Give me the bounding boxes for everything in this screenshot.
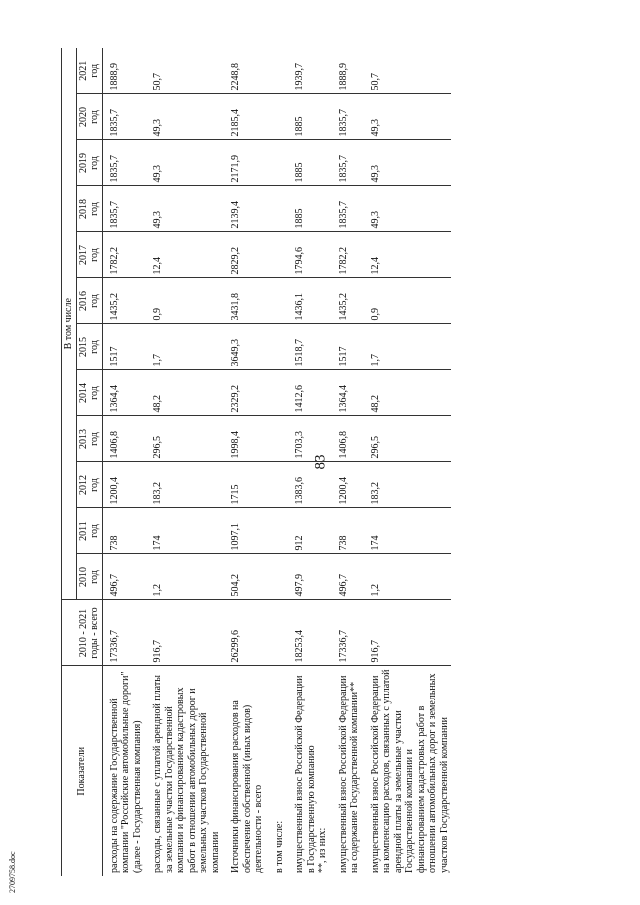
year-value-cell: 1888,9 xyxy=(102,48,144,94)
year-value-cell: 1200,4 xyxy=(102,462,144,508)
header-year-2011 xyxy=(76,508,102,554)
year-value-cell: 1885 xyxy=(286,186,330,232)
row-label: расходы, связанные с уплатой арендной платы за земельные участки Государственной компании и финансированием кадастровых работ в отношении автомобильных дорог и земельных участков Государственной компании xyxy=(152,675,221,873)
row-label-cell xyxy=(330,666,362,876)
year-value-cell: 3649,3 xyxy=(222,324,266,370)
year-value-cell: 1406,8 xyxy=(330,416,362,462)
table-header xyxy=(62,48,103,876)
header-year-number: 2016 xyxy=(77,291,89,311)
header-year-number: 2014 xyxy=(77,383,89,403)
year-value-cell: 1835,7 xyxy=(102,94,144,140)
table-row xyxy=(330,48,362,876)
year-value-cell: 49,3 xyxy=(362,94,452,140)
year-value-cell: 1518,7 xyxy=(286,324,330,370)
year-value-cell xyxy=(266,232,287,278)
year-value-cell: 1364,4 xyxy=(330,370,362,416)
document-filename: 2709758.doc xyxy=(8,851,17,893)
year-value-cell: 183,2 xyxy=(362,462,452,508)
year-value-cell xyxy=(266,140,287,186)
header-year-2015 xyxy=(76,324,102,370)
header-indicator: Показатели xyxy=(62,666,103,876)
year-value-cell: 48,2 xyxy=(144,370,222,416)
financing-table xyxy=(61,48,451,876)
table-row xyxy=(286,48,330,876)
table-row xyxy=(362,48,452,876)
year-value-cell: 504,2 xyxy=(222,554,266,600)
year-value-cell: 50,7 xyxy=(144,48,222,94)
year-value-cell: 1885 xyxy=(286,94,330,140)
year-value-cell: 1517 xyxy=(330,324,362,370)
year-value-cell: 1097,1 xyxy=(222,508,266,554)
year-value-cell xyxy=(266,48,287,94)
year-value-cell xyxy=(266,324,287,370)
header-year-number: 2020 xyxy=(77,107,89,127)
year-value-cell: 1835,7 xyxy=(330,94,362,140)
year-value-cell xyxy=(266,554,287,600)
header-year-2010 xyxy=(76,554,102,600)
header-year-word: год xyxy=(89,340,100,354)
year-value-cell: 1703,3 xyxy=(286,416,330,462)
header-year-word: год xyxy=(89,248,100,262)
row-label: имущественный взнос Российской Федерации на компенсацию расходов, связанных с уплатой арендной платы за земельные участки Государственной компании и финансированием кадастровых работ в отношении автомобильных дорог и земельных участков Государственной компании xyxy=(369,669,450,873)
year-value-cell: 12,4 xyxy=(362,232,452,278)
year-value-cell: 1835,7 xyxy=(330,186,362,232)
year-value-cell: 1435,2 xyxy=(330,278,362,324)
table-row xyxy=(102,48,144,876)
row-label: имущественный взнос Российской Федерации в Государственную компанию xyxy=(294,675,317,873)
year-value-cell xyxy=(266,370,287,416)
year-value-cell: 0,9 xyxy=(144,278,222,324)
header-year-number: 2018 xyxy=(77,199,89,219)
year-value-cell: 296,5 xyxy=(144,416,222,462)
year-value-cell: 49,3 xyxy=(362,186,452,232)
year-value-cell: 1782,2 xyxy=(330,232,362,278)
row-label-cell xyxy=(144,666,222,876)
year-value-cell: 1,2 xyxy=(362,554,452,600)
year-value-cell: 738 xyxy=(102,508,144,554)
year-value-cell: 49,3 xyxy=(144,94,222,140)
header-year-number: 2015 xyxy=(77,337,89,357)
header-year-number: 2011 xyxy=(77,521,89,541)
total-value-cell: 26299,6 xyxy=(222,600,266,666)
year-value-cell: 49,3 xyxy=(362,140,452,186)
table-body xyxy=(102,48,451,876)
total-value-cell: 916,7 xyxy=(144,600,222,666)
year-value-cell: 49,3 xyxy=(144,186,222,232)
year-value-cell: 296,5 xyxy=(362,416,452,462)
year-value-cell: 912 xyxy=(286,508,330,554)
total-value-cell xyxy=(266,600,287,666)
header-in-total: В том числе xyxy=(62,48,77,600)
year-value-cell: 1200,4 xyxy=(330,462,362,508)
year-value-cell: 1794,6 xyxy=(286,232,330,278)
header-year-number: 2013 xyxy=(77,429,89,449)
year-value-cell: 1715 xyxy=(222,462,266,508)
header-year-2014 xyxy=(76,370,102,416)
year-value-cell: 1406,8 xyxy=(102,416,144,462)
year-value-cell: 1885 xyxy=(286,140,330,186)
year-value-cell: 497,9 xyxy=(286,554,330,600)
total-value-cell: 17336,7 xyxy=(330,600,362,666)
year-value-cell: 1939,7 xyxy=(286,48,330,94)
year-value-cell xyxy=(266,416,287,462)
total-value-cell: 17336,7 xyxy=(102,600,144,666)
header-total: 2010 - 2021 годы - всего xyxy=(62,600,103,666)
year-value-cell: 1436,1 xyxy=(286,278,330,324)
header-year-2021 xyxy=(76,48,102,94)
row-label-cell xyxy=(286,666,330,876)
row-label-cell xyxy=(102,666,144,876)
year-value-cell: 3431,8 xyxy=(222,278,266,324)
year-value-cell xyxy=(266,94,287,140)
year-value-cell: 496,7 xyxy=(102,554,144,600)
table-row xyxy=(266,48,287,876)
header-year-2012 xyxy=(76,462,102,508)
year-value-cell: 1,7 xyxy=(144,324,222,370)
header-year-word: год xyxy=(89,156,100,170)
total-value-cell: 18253,4 xyxy=(286,600,330,666)
row-label: имущественный взнос Российской Федерации на содержание Государственной компании** xyxy=(337,675,360,873)
row-label-note: **, из них: xyxy=(317,827,328,873)
row-label-cell xyxy=(362,666,452,876)
year-value-cell: 2171,9 xyxy=(222,140,266,186)
year-value-cell: 174 xyxy=(144,508,222,554)
table-row xyxy=(144,48,222,876)
year-value-cell: 48,2 xyxy=(362,370,452,416)
header-year-word: год xyxy=(89,432,100,446)
year-value-cell: 49,3 xyxy=(144,140,222,186)
row-label: Источники финансирования расходов на обеспечение собственной (иных видов) деятельности - всего xyxy=(230,700,264,873)
year-value-cell: 2185,4 xyxy=(222,94,266,140)
header-year-2016 xyxy=(76,278,102,324)
year-value-cell: 1888,9 xyxy=(330,48,362,94)
year-value-cell: 1835,7 xyxy=(102,186,144,232)
total-value-cell: 916,7 xyxy=(362,600,452,666)
year-value-cell: 1835,7 xyxy=(330,140,362,186)
header-year-number: 2017 xyxy=(77,245,89,265)
header-year-word: год xyxy=(89,110,100,124)
year-value-cell xyxy=(266,462,287,508)
year-value-cell: 1364,4 xyxy=(102,370,144,416)
row-label: расходы на содержание Государственной компании "Российские автомобильные дороги" (далее - Государственная компания) xyxy=(108,671,143,873)
year-value-cell: 2139,4 xyxy=(222,186,266,232)
year-value-cell: 50,7 xyxy=(362,48,452,94)
year-value-cell xyxy=(266,278,287,324)
header-year-number: 2010 xyxy=(77,567,89,587)
header-year-2020 xyxy=(76,94,102,140)
year-value-cell: 2248,8 xyxy=(222,48,266,94)
header-year-word: год xyxy=(89,570,100,584)
page-number: 83 xyxy=(312,454,329,470)
row-label-cell xyxy=(266,666,287,876)
year-value-cell: 496,7 xyxy=(330,554,362,600)
year-value-cell: 12,4 xyxy=(144,232,222,278)
header-year-word: год xyxy=(89,524,100,538)
year-value-cell: 1383,6 xyxy=(286,462,330,508)
year-value-cell: 183,2 xyxy=(144,462,222,508)
year-value-cell xyxy=(266,186,287,232)
year-value-cell: 174 xyxy=(362,508,452,554)
year-value-cell: 1782,2 xyxy=(102,232,144,278)
year-value-cell: 1412,6 xyxy=(286,370,330,416)
year-value-cell: 1517 xyxy=(102,324,144,370)
year-value-cell: 2829,2 xyxy=(222,232,266,278)
header-year-word: год xyxy=(89,63,100,78)
row-label-cell xyxy=(222,666,266,876)
row-label: в том числе: xyxy=(273,820,285,873)
header-year-number: 2019 xyxy=(77,153,89,173)
rotated-table-container xyxy=(61,48,549,876)
year-value-cell: 738 xyxy=(330,508,362,554)
year-value-cell: 0,9 xyxy=(362,278,452,324)
year-value-cell: 1835,7 xyxy=(102,140,144,186)
header-year-2019 xyxy=(76,140,102,186)
header-year-2017 xyxy=(76,232,102,278)
header-year-number: 2012 xyxy=(77,475,89,495)
year-value-cell: 1998,4 xyxy=(222,416,266,462)
header-year-2013 xyxy=(76,416,102,462)
table-row xyxy=(222,48,266,876)
year-value-cell xyxy=(266,508,287,554)
header-year-number: 2021 xyxy=(77,60,89,81)
year-value-cell: 2329,2 xyxy=(222,370,266,416)
header-year-word: год xyxy=(89,294,100,308)
year-value-cell: 1,7 xyxy=(362,324,452,370)
header-year-word: год xyxy=(89,202,100,216)
header-year-2018 xyxy=(76,186,102,232)
header-year-word: год xyxy=(89,478,100,492)
year-value-cell: 1435,2 xyxy=(102,278,144,324)
header-year-word: год xyxy=(89,386,100,400)
year-value-cell: 1,2 xyxy=(144,554,222,600)
